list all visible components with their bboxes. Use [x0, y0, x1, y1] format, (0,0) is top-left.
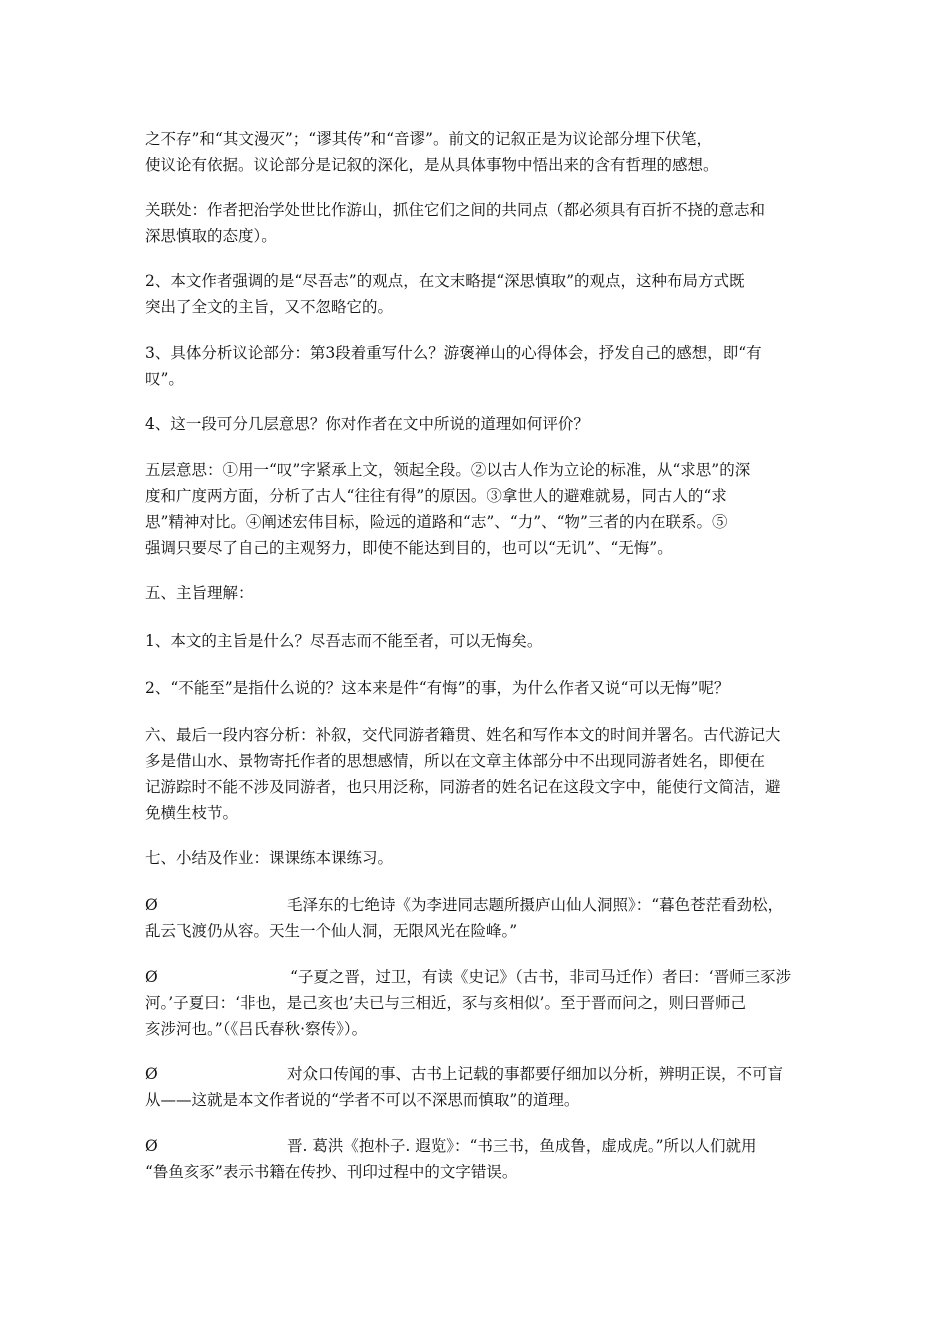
bullet-first-line: “子夏之晋，过卫，有读《史记》（古书，非司马迁作）者曰：‘晋师三豕涉 [290, 968, 792, 986]
bullet-line: 从——这就是本文作者说的“学者不可以不深思而慎取”的道理。 [145, 1091, 580, 1109]
bullet-mark: Ø [145, 968, 158, 986]
bullet-first-line: 晋. 葛洪《抱朴子. 遐览》：“书三书，鱼成鲁，虚成虎。”所以人们就用 [287, 1137, 757, 1155]
bullet-mark: Ø [145, 896, 158, 914]
paragraph-theme-1: 1、本文的主旨是什么？尽吾志而不能至者，可以无悔矣。 [145, 632, 543, 650]
section-heading-summary: 七、小结及作业：课课练本课练习。 [145, 849, 394, 867]
paragraph-five-layers: 五层意思：①用一“叹”字紧承上文，领起全段。②以古人作为立论的标准，从“求思”的深 度和广度两方面，分析了古人“往往有得”的原因。③拿世人的避难就易，同古人的“求 思”精神对比。④阐述宏伟目标，险远的道路和“志”、“力”、“物”三者的内在联系。⑤ 强调只要尽了自己的主观努力，即使不能达到目的，也可以“无讥”、“无悔”。 [145, 461, 751, 557]
bullet-first-line: 毛泽东的七绝诗《为李进同志题所摄庐山仙人洞照》：“暮色苍茫看劲松， [287, 896, 784, 914]
bullet-mark: Ø [145, 1137, 158, 1155]
paragraph-narration-summary: 之不存”和“其文漫灭”；“谬其传”和“音谬”。前文的记叙正是为议论部分埋下伏笔， 使议论有依据。议论部分是记叙的深化，是从具体事物中悟出来的含有哲理的感想。 [145, 130, 719, 174]
paragraph-last-section: 六、最后一段内容分析：补叙，交代同游者籍贯、姓名和写作本文的时间并署名。古代游记大 多是借山水、景物寄托作者的思想感情，所以在文章主体部分中不出现同游者姓名，即便在 记游踪时不能不涉及同游者，也只用泛称，同游者的姓名记在这段文字中，能使行文简洁，避 免横生枝节。 [145, 726, 781, 822]
bullet-line: 亥涉河也。”（《吕氏春秋·察传》）。 [145, 1020, 368, 1038]
bullet-mark: Ø [145, 1065, 158, 1083]
bullet-line: “鲁鱼亥豕”表示书籍在传抄、刊印过程中的文字错误。 [145, 1163, 518, 1181]
paragraph-theme-2: 2、“不能至”是指什么说的？这本来是件“有悔”的事，为什么作者又说“可以无悔”呢？ [145, 679, 730, 697]
bullet-line: 河。’子夏曰：‘非也，是己亥也’夫已与三相近，豕与亥相似’。至于晋而问之，则曰晋师己 [145, 994, 746, 1012]
section-heading-theme: 五、主旨理解： [145, 584, 254, 602]
bullet-line: 乱云飞渡仍从容。天生一个仙人洞，无限风光在险峰。” [145, 922, 518, 940]
paragraph-item-2: 2、本文作者强调的是“尽吾志”的观点，在文末略提“深思慎取”的观点，这种布局方式既 突出了全文的主旨，又不忽略它的。 [145, 272, 745, 316]
paragraph-item-4: 4、这一段可分几层意思？你对作者在文中所说的道理如何评价？ [145, 415, 589, 433]
paragraph-connection: 关联处：作者把治学处世比作游山，抓住它们之间的共同点（都必须具有百折不挠的意志和 深思慎取的态度）。 [145, 201, 766, 245]
paragraph-item-3: 3、具体分析议论部分：第3段着重写什么？游褒禅山的心得体会，抒发自己的感想，即“有 叹”。 [145, 344, 762, 388]
bullet-first-line: 对众口传闻的事、古书上记载的事都要仔细加以分析，辨明正误，不可盲 [287, 1065, 784, 1083]
